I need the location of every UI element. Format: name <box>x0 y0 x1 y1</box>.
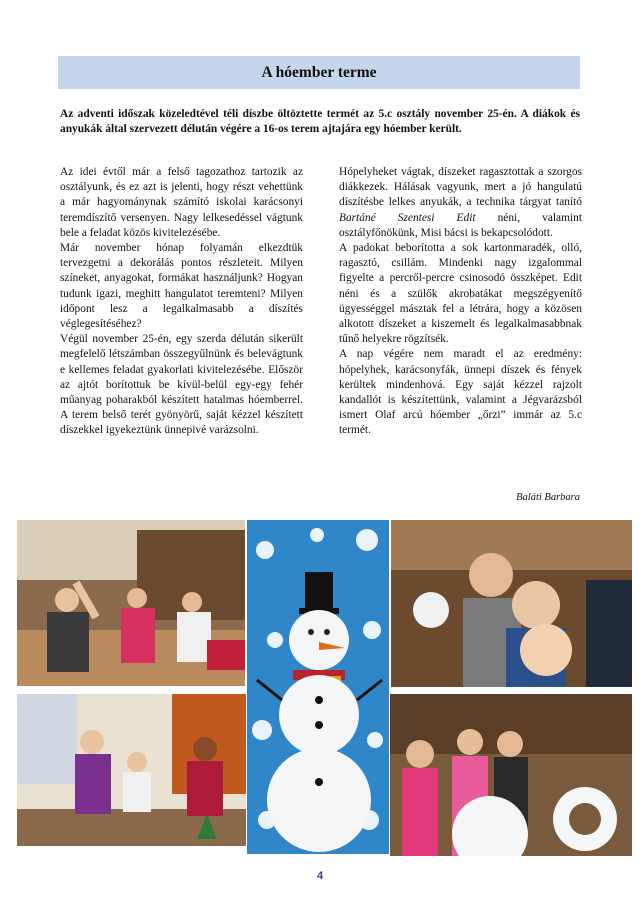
article-lead: Az adventi időszak közeledtével téli díszbe öltöztette termét az 5.c osztály november 25-én. A diákok és anyukák által szervezett délután végére a 16-os terem ajtajára egy hóember került. <box>60 108 580 135</box>
photo-snowman-door <box>247 520 389 854</box>
photo-girls-crafting <box>17 520 245 686</box>
photo-snowball-decoration <box>390 694 632 856</box>
paragraph: Az idei évtől már a felső tagozathoz tartozik az osztályunk, és ez azt is jelenti, hogy részt vehettünk a már hagyománynak számító iskolai karácsonyi teremdíszítő versenyen. Nagy lelkesedéssel vágtunk bele a feladat közös kivitelezésébe. <box>60 166 303 239</box>
paragraph: Már november hónap folyamán elkezdtük tervezgetni a dekorálás pontos részleteit. Milyen színeket, anyagokat, formákat használjunk? Hogyan tudunk igazi, meghitt hangulatot teremteni? Milyen időpont lesz a legalkalmasabb a díszítés véglegesítéséhez? <box>60 242 303 331</box>
photo-mothers-crafting <box>17 694 246 846</box>
text-column-right <box>339 165 582 439</box>
author-signature: Baláti Barbara <box>516 492 580 503</box>
text-column-left <box>60 165 303 439</box>
photo-boys-cutting <box>391 520 632 687</box>
paragraph: A padokat beborította a sok kartonmaradék, olló, ragasztó, csillám. Mindenki nagy izgalommal figyelte a percről-percre csinosodó összképet. Edit néni és a szülők akrobatákat megszégyenítő ügyességgel másztak fel a létrára, hogy a közösen alkotott díszeket a kiszemelt és legalkalmasabbnak tűnő helyekre rögzítsék. <box>339 242 582 346</box>
teacher-name: Bartáné Szentesi Edit <box>339 211 476 224</box>
paragraph <box>339 165 582 241</box>
paragraph-text: Hópelyheket vágtak, díszeket ragasztottak a szorgos diákkezek. Hálásak vagyunk, mert a jó hangulatú díszítésbe lelkes anyukák, a technika tárgyat tanító <box>339 166 582 209</box>
paragraph: Végül november 25-én, egy szerda délután sikerült megfelelő létszámban összegyűlnünk és belevágtunk e kellemes feladat gyakorlati kivitelezésébe. Először az ajtót borítottuk be kívül-belül egy-egy fehér műanyag poharakból készített hatalmas hóemberrel. A terem belső terét gyönyörű, saját kézzel készített díszekkel igyekeztünk ünnepivé varázsolni. <box>60 333 303 437</box>
page-number: 4 <box>316 870 324 882</box>
paragraph-text: néni, valamint osztályfőnökünk, Misi bácsi is bekapcsolódott. <box>339 211 582 239</box>
article-title-bar <box>58 56 580 89</box>
article-title: A hóember terme <box>261 64 377 81</box>
paragraph: A nap végére nem maradt el az eredmény: hópelyhek, karácsonyfák, ünnepi díszek és fények kerültek mindenhová. Egy saját kézzel rajzolt kandallót is készítettünk, valamint a Jégvarázsból ismert Olaf arcú hóember „őrzi” immár az 5.c termét. <box>339 348 582 437</box>
